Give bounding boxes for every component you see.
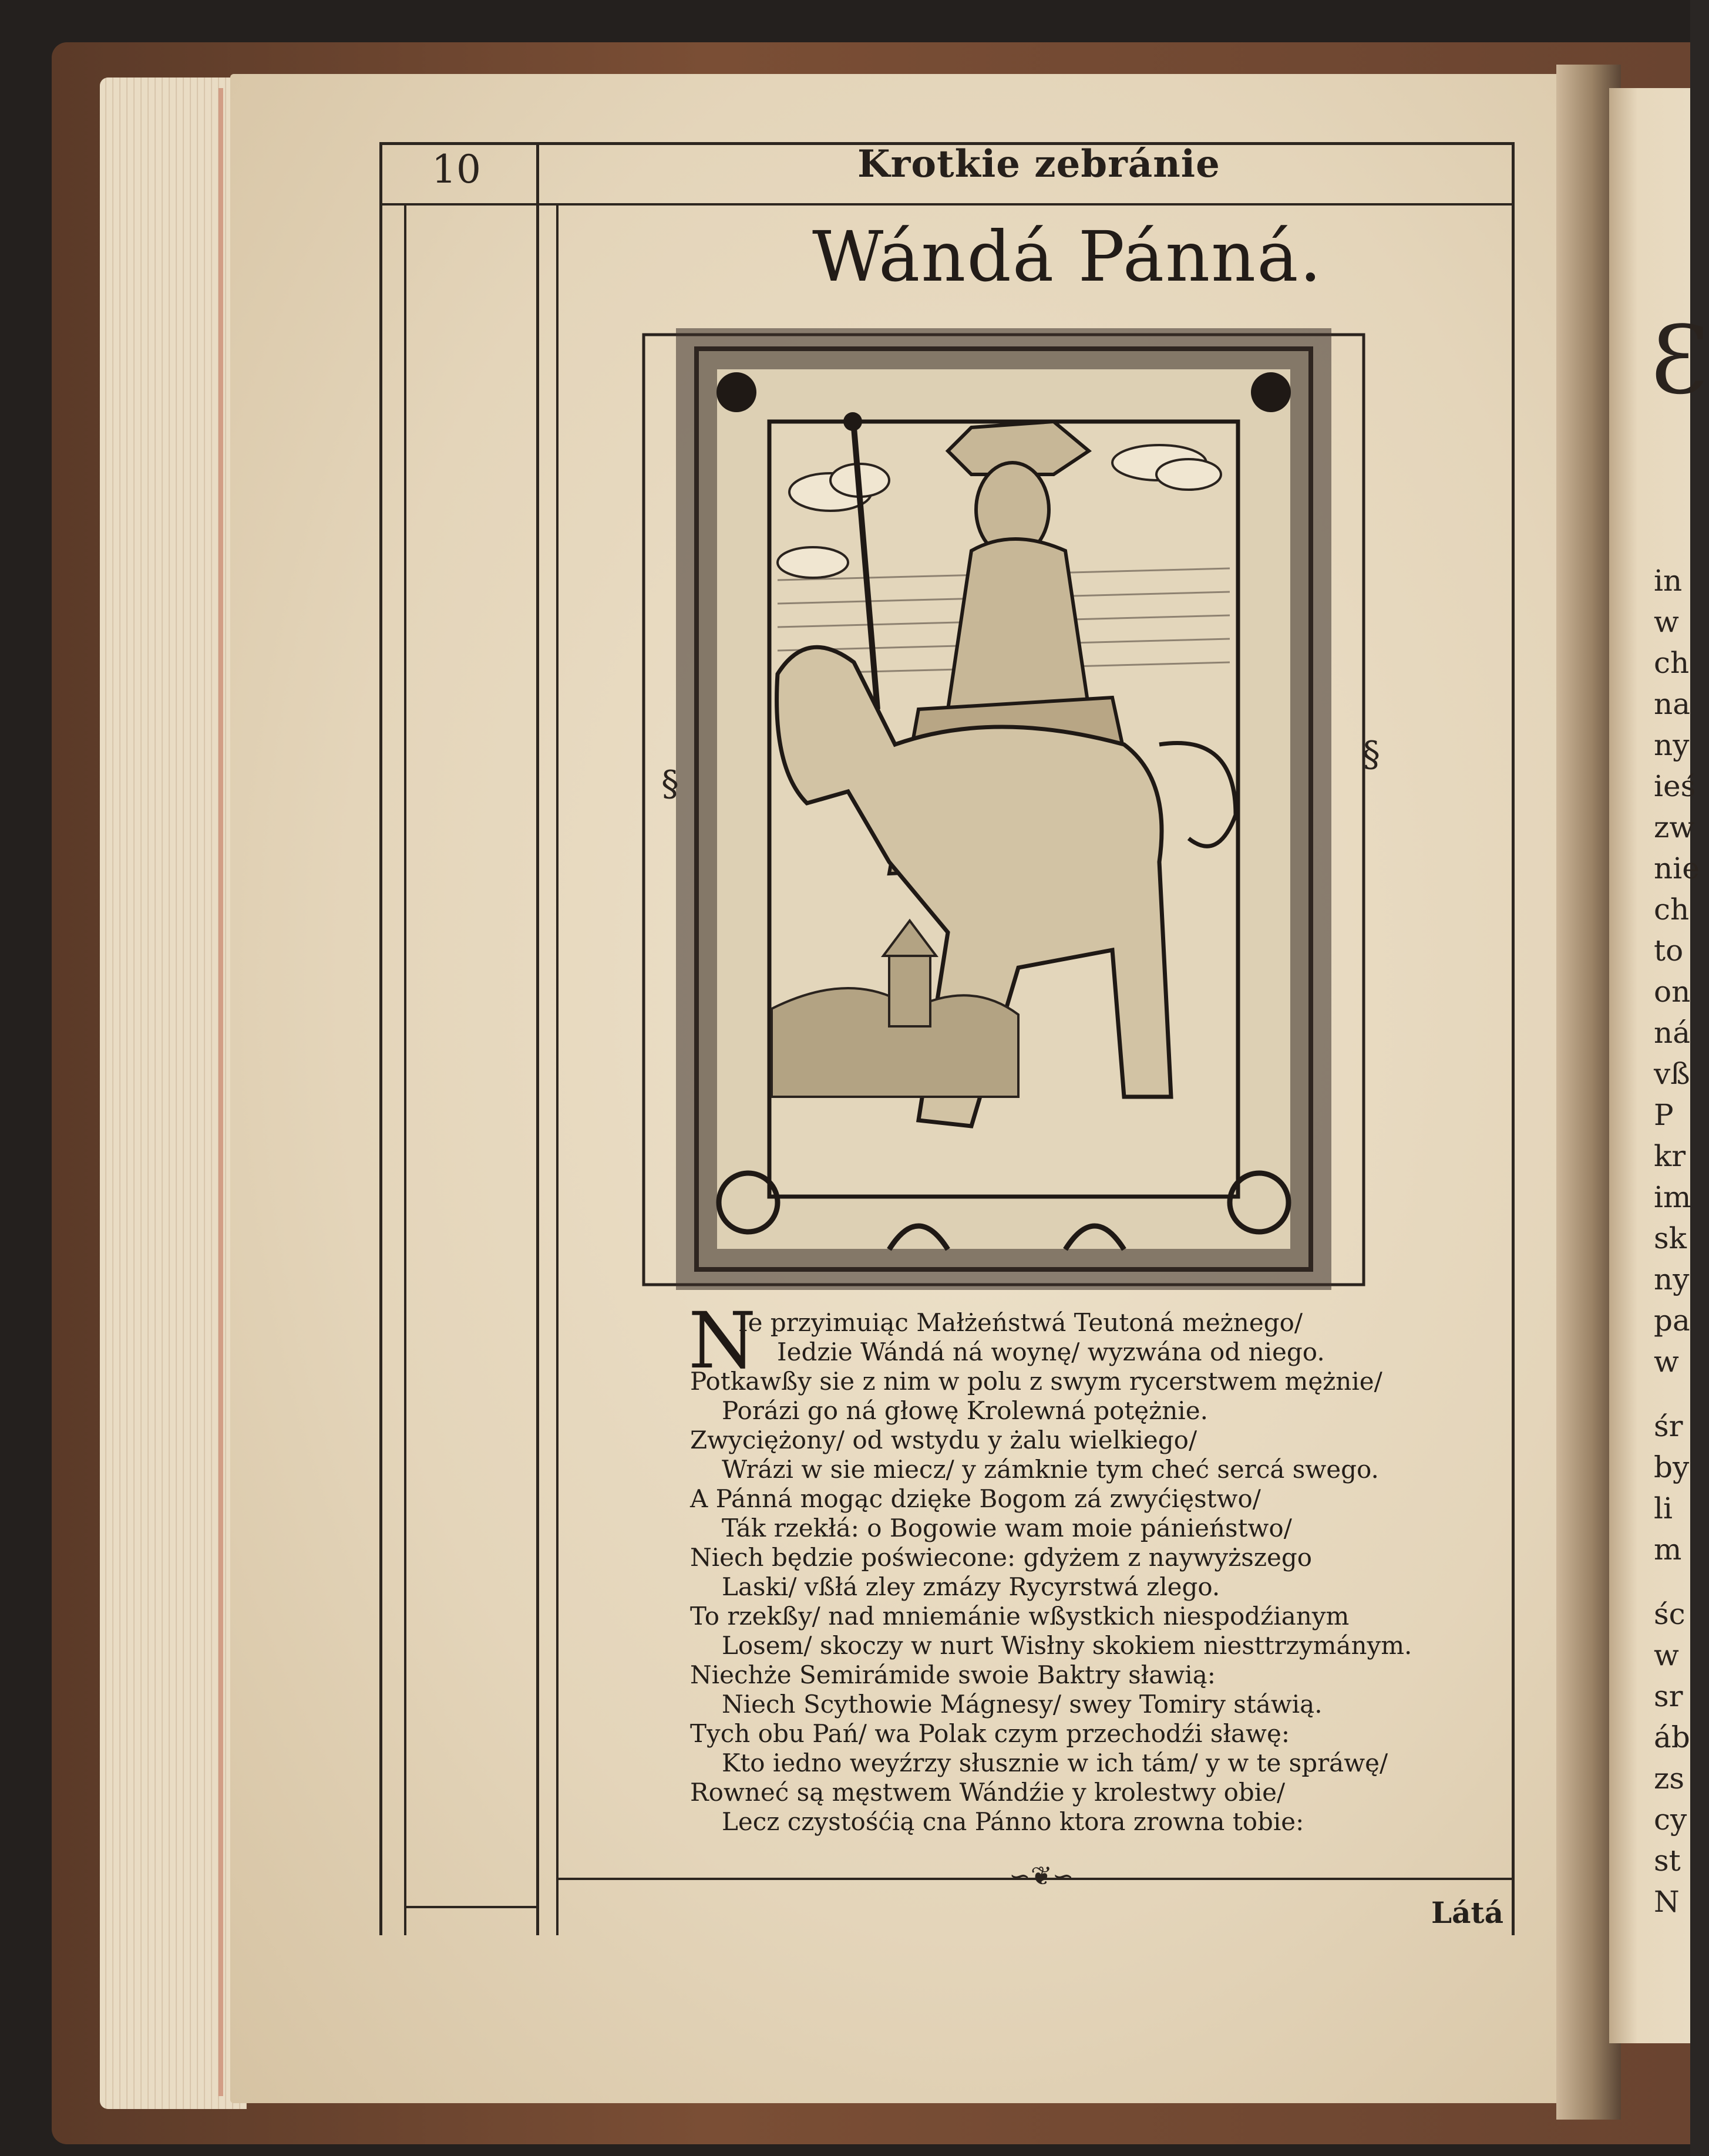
poem-line: Potkawßy sie z nim w polu z swym rycerstwem mężnie/: [690, 1367, 1382, 1396]
frame-rule-margin-left: [536, 142, 539, 1935]
red-page-edge: [218, 88, 223, 2096]
poem-line: Zwyciężony/ od wstydu y żalu wielkiego/: [690, 1426, 1197, 1454]
running-title: Krotkie zebránie: [857, 142, 1220, 186]
poem-line: Niechże Semirámide swoie Baktry sławią:: [690, 1660, 1216, 1689]
facing-line: ny: [1654, 1262, 1690, 1296]
poem-line: Porázi go ná głowę Krolewná potężnie.: [722, 1396, 1208, 1425]
frame-rule-right: [1512, 142, 1515, 1935]
facing-line: w: [1654, 1345, 1679, 1379]
poem-line: Rowneć są męstwem Wándźie y krolestwy obie/: [690, 1778, 1286, 1807]
poem-line: Wrázi w sie miecz/ y zámknie tym cheć sercá swego.: [722, 1455, 1379, 1484]
facing-line: pa: [1654, 1303, 1690, 1338]
poem-line: Losem/ skoczy w nurt Wisłny skokiem niesttrzymánym.: [722, 1631, 1412, 1660]
facing-line: na: [1654, 687, 1691, 721]
facing-line: w: [1654, 1638, 1679, 1672]
woodcut-illustration: [642, 333, 1365, 1286]
facing-line: by: [1654, 1450, 1690, 1484]
facing-line: im: [1654, 1180, 1691, 1214]
facing-line: zw: [1654, 810, 1695, 844]
facing-line: ná: [1654, 1016, 1691, 1050]
poem-line: A Pánná mogąc dzięke Bogom zá zwyćięstwo/: [690, 1484, 1261, 1513]
frame-rule-left-inner: [404, 206, 406, 1935]
page-number: 10: [432, 147, 481, 192]
facing-line: vß: [1654, 1057, 1690, 1091]
facing-line: N: [1654, 1885, 1680, 1919]
facing-line: ieś: [1654, 769, 1696, 803]
facing-line: zs: [1654, 1761, 1685, 1795]
facing-line: m: [1654, 1532, 1682, 1567]
facing-line: sr: [1654, 1679, 1683, 1713]
flourish-left-icon: §: [661, 763, 679, 804]
facing-line: P: [1654, 1098, 1674, 1132]
poem-line: Niech Scythowie Mágnesy/ swey Tomiry stáwią.: [722, 1690, 1323, 1719]
facing-line: in: [1654, 564, 1683, 598]
poem-line: Lecz czystośćią cna Pánno ktora zrowna tobie:: [722, 1807, 1304, 1836]
frame-rule-header-bottom: [379, 203, 1513, 206]
facing-line: on: [1654, 975, 1691, 1009]
facing-line: st: [1654, 1844, 1681, 1878]
frame-rule-left-outer: [379, 142, 382, 1935]
poem-line: To rzekßy/ nad mniemánie wßystkich niespodźianym: [690, 1602, 1350, 1631]
facing-line: w: [1654, 605, 1679, 639]
flourish-right-icon: §: [1363, 734, 1380, 775]
frame-rule-margin-right: [556, 206, 559, 1935]
poem-line: Ie przyimuiąc Małżeństwá Teutoná meżnego/: [738, 1308, 1303, 1337]
page-stack-edges: [100, 78, 247, 2109]
facing-line: ch: [1654, 646, 1690, 680]
poem-line: Laski/ vßłá zley zmázy Rycyrstwá zlego.: [722, 1572, 1220, 1601]
facing-line: nie: [1654, 851, 1700, 885]
ornament-icon: ∽❦∽: [1009, 1861, 1074, 1891]
drop-cap: N: [688, 1296, 756, 1386]
facing-line: kr: [1654, 1139, 1686, 1173]
facing-page-initial: Ɛ: [1650, 305, 1709, 415]
facing-line: ny: [1654, 728, 1690, 762]
facing-line: to: [1654, 934, 1684, 968]
frame-rule-bottom-left: [404, 1906, 536, 1908]
poem-line: Niech będzie poświecone: gdyżem z naywyższego: [690, 1543, 1313, 1572]
poem-line: Kto iedno weyźrzy słusznie w ich tám/ y w te spráwę/: [722, 1749, 1388, 1777]
poem-line: Ták rzekłá: o Bogowie wam moie pánieństwo/: [722, 1514, 1292, 1542]
facing-line: ch: [1654, 892, 1690, 927]
catchword: Látá: [1431, 1895, 1504, 1930]
facing-line: áb: [1654, 1720, 1690, 1754]
poem-line: Tych obu Pań/ wa Polak czym przechodźi sławę:: [690, 1719, 1290, 1748]
facing-line: cy: [1654, 1803, 1687, 1837]
facing-line: śr: [1654, 1409, 1683, 1443]
facing-line: sk: [1654, 1221, 1687, 1255]
page-title: Wándá Pánná.: [812, 216, 1323, 297]
facing-line: śc: [1654, 1597, 1686, 1631]
poem-line: Iedzie Wándá ná woynę/ wyzwána od niego.: [777, 1338, 1325, 1366]
facing-line: li: [1654, 1491, 1673, 1525]
